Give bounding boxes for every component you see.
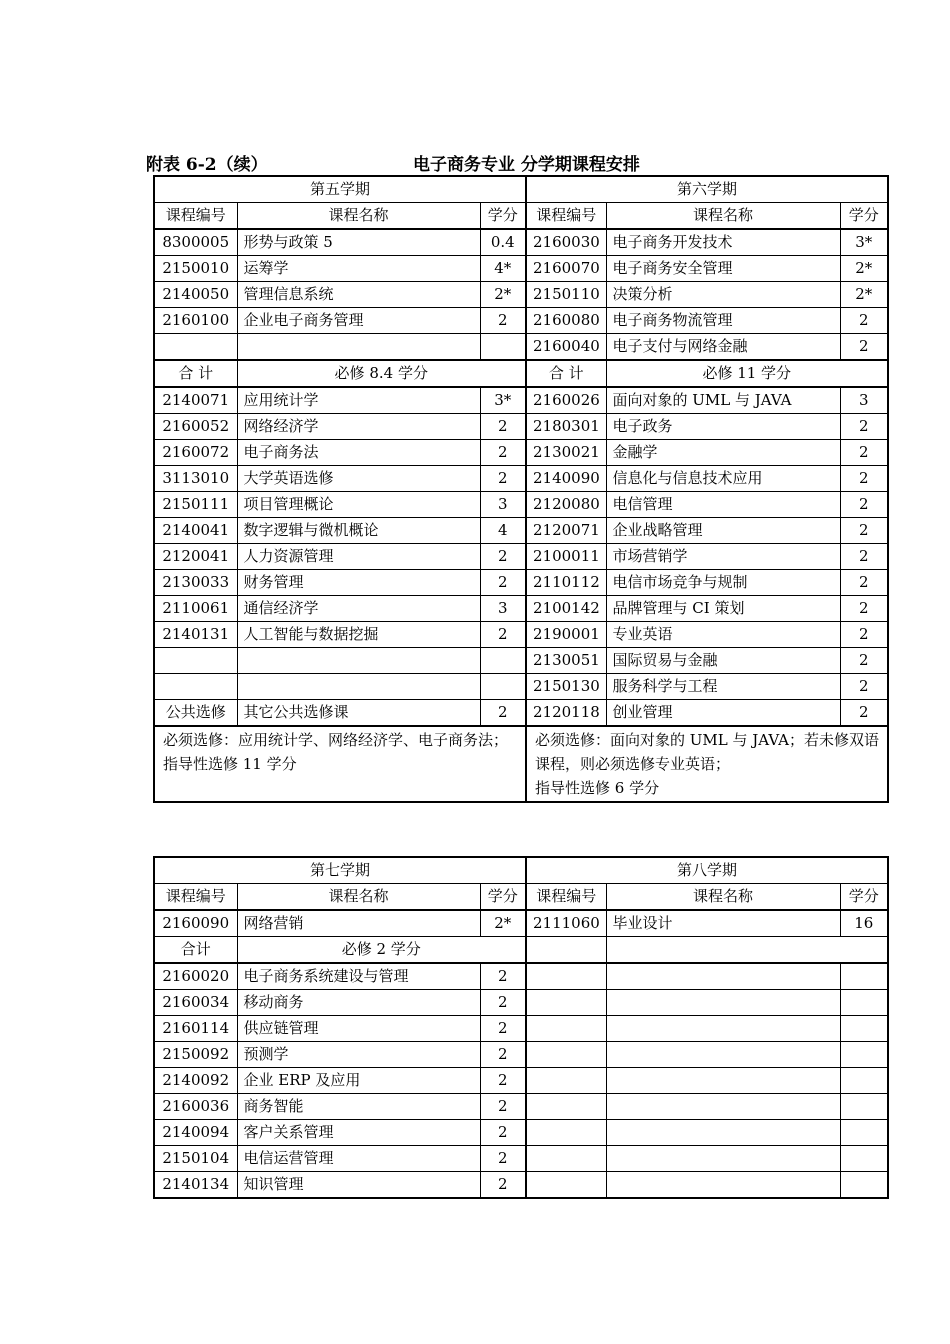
note-required: 必须选修：应用统计学、网络经济学、电子商务法；: [163, 731, 509, 749]
table-row: [154, 282, 888, 308]
course-name: [606, 990, 840, 1016]
course-credit: 2: [480, 466, 526, 492]
course-name: 运筹学: [237, 256, 480, 282]
column-header-name: 课程名称: [237, 884, 480, 911]
course-credit: 2: [840, 440, 888, 466]
course-code: 公共选修: [154, 700, 237, 727]
course-code: 2140041: [154, 518, 237, 544]
course-code: 2110061: [154, 596, 237, 622]
total-row: [154, 360, 888, 387]
course-code: 2150110: [526, 282, 606, 308]
course-credit: 16: [840, 910, 888, 937]
course-credit: 3: [480, 492, 526, 518]
table-row: [154, 674, 888, 700]
table-row: [154, 544, 888, 570]
course-name: 电子商务物流管理: [606, 308, 840, 334]
table-row: [154, 1042, 888, 1068]
column-header-name: 课程名称: [606, 203, 840, 230]
course-name: 网络经济学: [237, 414, 480, 440]
course-code: [526, 1016, 606, 1042]
course-code: 2140050: [154, 282, 237, 308]
table-row: [154, 414, 888, 440]
course-code: 8300005: [154, 229, 237, 256]
course-code: 2150130: [526, 674, 606, 700]
table-row: [154, 910, 888, 937]
appendix-label: 附表 6-2（续）: [146, 155, 268, 175]
course-credit: 2: [480, 1146, 526, 1172]
semester-header: 第六学期: [526, 176, 888, 203]
course-name: 人力资源管理: [237, 544, 480, 570]
course-credit: 2: [840, 334, 888, 361]
course-code: 2160030: [526, 229, 606, 256]
course-code: [526, 990, 606, 1016]
course-credit: 2: [480, 440, 526, 466]
course-credit: 3: [480, 596, 526, 622]
course-credit: 2: [480, 308, 526, 334]
course-code: 2150104: [154, 1146, 237, 1172]
table-row: [154, 1120, 888, 1146]
table-row: [154, 596, 888, 622]
course-code: [154, 648, 237, 674]
course-code: 2150092: [154, 1042, 237, 1068]
course-credit: 2: [840, 622, 888, 648]
semester-header: 第七学期: [154, 857, 526, 884]
course-name: 知识管理: [237, 1172, 480, 1199]
course-name: 电子商务系统建设与管理: [237, 963, 480, 990]
course-code: 2180301: [526, 414, 606, 440]
notes-row: [154, 726, 888, 802]
course-name: 管理信息系统: [237, 282, 480, 308]
course-credit: 2: [840, 492, 888, 518]
semester-5-6-table: [153, 175, 889, 803]
course-name: [606, 1120, 840, 1146]
course-credit: 2: [840, 570, 888, 596]
column-header-code: 课程编号: [526, 884, 606, 911]
table-row: [154, 387, 888, 414]
column-header-name: 课程名称: [237, 203, 480, 230]
course-name: 项目管理概论: [237, 492, 480, 518]
table-row: [154, 648, 888, 674]
course-code: 2160100: [154, 308, 237, 334]
course-code: 2160052: [154, 414, 237, 440]
column-header-credit: 学分: [840, 884, 888, 911]
course-code: 2140134: [154, 1172, 237, 1199]
table-row: [154, 492, 888, 518]
blank-cell: [606, 937, 888, 964]
course-credit: 2: [840, 308, 888, 334]
course-name: 电子商务安全管理: [606, 256, 840, 282]
course-name: [237, 674, 480, 700]
table-row: [154, 1146, 888, 1172]
course-name: 品牌管理与 CI 策划: [606, 596, 840, 622]
course-code: 2160080: [526, 308, 606, 334]
course-code: 2140090: [526, 466, 606, 492]
course-name: 通信经济学: [237, 596, 480, 622]
course-name: 企业电子商务管理: [237, 308, 480, 334]
course-credit: 2*: [840, 282, 888, 308]
course-name: 创业管理: [606, 700, 840, 727]
table-row: [154, 622, 888, 648]
course-credit: 2: [840, 700, 888, 727]
column-header-credit: 学分: [480, 203, 526, 230]
course-name: 金融学: [606, 440, 840, 466]
course-code: 2100011: [526, 544, 606, 570]
course-code: 2130033: [154, 570, 237, 596]
table-row: [154, 1172, 888, 1199]
column-header-credit: 学分: [840, 203, 888, 230]
column-header-code: 课程编号: [154, 884, 237, 911]
course-code: 2140094: [154, 1120, 237, 1146]
course-credit: 3*: [840, 229, 888, 256]
course-name: 电子支付与网络金融: [606, 334, 840, 361]
course-code: 2140131: [154, 622, 237, 648]
course-name: [606, 1146, 840, 1172]
course-credit: [840, 1094, 888, 1120]
course-credit: 2: [840, 466, 888, 492]
course-credit: 4*: [480, 256, 526, 282]
course-credit: 2: [480, 622, 526, 648]
course-name: 国际贸易与金融: [606, 648, 840, 674]
course-code: 2150010: [154, 256, 237, 282]
column-header-name: 课程名称: [606, 884, 840, 911]
course-name: [606, 1172, 840, 1199]
course-code: 2120041: [154, 544, 237, 570]
course-credit: 4: [480, 518, 526, 544]
course-name: [606, 1016, 840, 1042]
course-name: 决策分析: [606, 282, 840, 308]
table-row: [154, 1016, 888, 1042]
course-credit: 2: [480, 990, 526, 1016]
course-code: 3113010: [154, 466, 237, 492]
table-row: [154, 334, 888, 361]
course-code: 2110112: [526, 570, 606, 596]
course-name: [237, 648, 480, 674]
course-name: 应用统计学: [237, 387, 480, 414]
course-credit: 2: [840, 414, 888, 440]
course-name: 其它公共选修课: [237, 700, 480, 727]
table-row: [154, 440, 888, 466]
course-name: 面向对象的 UML 与 JAVA: [606, 387, 840, 414]
table-row: [154, 308, 888, 334]
course-credit: [480, 334, 526, 361]
course-credit: 2: [480, 700, 526, 727]
course-code: 2160040: [526, 334, 606, 361]
course-name: 市场营销学: [606, 544, 840, 570]
course-credit: 2*: [480, 282, 526, 308]
course-name: 网络营销: [237, 910, 480, 937]
course-code: 2160034: [154, 990, 237, 1016]
course-code: [526, 1172, 606, 1199]
table-row: [154, 990, 888, 1016]
course-name: 供应链管理: [237, 1016, 480, 1042]
course-code: 2160020: [154, 963, 237, 990]
course-code: 2120071: [526, 518, 606, 544]
course-name: 数字逻辑与微机概论: [237, 518, 480, 544]
course-credit: 2: [480, 1120, 526, 1146]
course-name: 电子商务开发技术: [606, 229, 840, 256]
note-required: 必须选修：面向对象的 UML 与 JAVA；若未修双语课程，则必须选修专业英语；: [535, 731, 880, 773]
course-name: [237, 334, 480, 361]
total-row: [154, 937, 888, 964]
course-name: [606, 1042, 840, 1068]
course-code: 2100142: [526, 596, 606, 622]
course-credit: 2: [480, 1094, 526, 1120]
total-label: 合 计: [154, 360, 237, 387]
course-name: 形势与政策 5: [237, 229, 480, 256]
course-code: 2130051: [526, 648, 606, 674]
blank-cell: [526, 937, 606, 964]
course-code: 2190001: [526, 622, 606, 648]
table-row: [154, 963, 888, 990]
course-credit: [840, 1146, 888, 1172]
table-row: [154, 1068, 888, 1094]
course-credit: 2: [480, 1068, 526, 1094]
course-name: [606, 1094, 840, 1120]
course-code: 2160036: [154, 1094, 237, 1120]
semester-header: 第八学期: [526, 857, 888, 884]
course-name: 移动商务: [237, 990, 480, 1016]
page-title: 电子商务专业 分学期课程安排: [413, 155, 640, 175]
table-row: [154, 700, 888, 727]
course-credit: [840, 1120, 888, 1146]
column-header-code: 课程编号: [526, 203, 606, 230]
table-row: [154, 570, 888, 596]
course-credit: 2: [480, 1172, 526, 1199]
total-label: 合 计: [526, 360, 606, 387]
course-code: 2140092: [154, 1068, 237, 1094]
course-credit: [840, 1172, 888, 1199]
course-code: 2140071: [154, 387, 237, 414]
course-name: 企业战略管理: [606, 518, 840, 544]
table-row: [154, 229, 888, 256]
course-code: [526, 1068, 606, 1094]
course-code: [526, 1042, 606, 1068]
course-name: 毕业设计: [606, 910, 840, 937]
course-name: 电信管理: [606, 492, 840, 518]
total-label: 合计: [154, 937, 237, 964]
course-name: 电信市场竞争与规制: [606, 570, 840, 596]
course-name: [606, 1068, 840, 1094]
course-code: 2160070: [526, 256, 606, 282]
course-code: [526, 1146, 606, 1172]
semester-7-8-table: [153, 856, 889, 1199]
course-credit: 3*: [480, 387, 526, 414]
course-code: 2130021: [526, 440, 606, 466]
course-credit: [480, 648, 526, 674]
course-credit: [840, 1042, 888, 1068]
column-header-code: 课程编号: [154, 203, 237, 230]
course-credit: 2: [840, 648, 888, 674]
table-row: [154, 466, 888, 492]
course-code: [154, 334, 237, 361]
course-code: [154, 674, 237, 700]
table-row: [154, 256, 888, 282]
course-name: 企业 ERP 及应用: [237, 1068, 480, 1094]
course-credit: [840, 963, 888, 990]
course-credit: 2: [480, 963, 526, 990]
course-code: 2120118: [526, 700, 606, 727]
course-code: 2160114: [154, 1016, 237, 1042]
course-name: 财务管理: [237, 570, 480, 596]
course-code: 2160090: [154, 910, 237, 937]
course-credit: 2*: [480, 910, 526, 937]
elective-note-right: [526, 726, 888, 802]
course-credit: 2: [840, 596, 888, 622]
table-row: [154, 518, 888, 544]
course-credit: [840, 990, 888, 1016]
total-value: 必修 11 学分: [606, 360, 888, 387]
course-credit: 2: [480, 414, 526, 440]
course-name: 专业英语: [606, 622, 840, 648]
course-name: 电子政务: [606, 414, 840, 440]
total-value: 必修 2 学分: [237, 937, 526, 964]
total-value: 必修 8.4 学分: [237, 360, 526, 387]
column-header-credit: 学分: [480, 884, 526, 911]
course-name: 电信运营管理: [237, 1146, 480, 1172]
course-code: 2160072: [154, 440, 237, 466]
elective-note-left: [154, 726, 526, 802]
course-name: 电子商务法: [237, 440, 480, 466]
course-credit: 2: [840, 674, 888, 700]
course-name: 预测学: [237, 1042, 480, 1068]
course-name: 人工智能与数据挖掘: [237, 622, 480, 648]
course-credit: 2: [480, 1042, 526, 1068]
course-name: 商务智能: [237, 1094, 480, 1120]
course-code: 2160026: [526, 387, 606, 414]
semester-header: 第五学期: [154, 176, 526, 203]
note-guided: 指导性选修 11 学分: [163, 755, 297, 773]
course-credit: [840, 1016, 888, 1042]
course-name: 客户关系管理: [237, 1120, 480, 1146]
course-name: 大学英语选修: [237, 466, 480, 492]
course-credit: 0.4: [480, 229, 526, 256]
course-name: 信息化与信息技术应用: [606, 466, 840, 492]
course-code: 2111060: [526, 910, 606, 937]
table-row: [154, 1094, 888, 1120]
course-credit: [840, 1068, 888, 1094]
course-code: [526, 1120, 606, 1146]
course-credit: 3: [840, 387, 888, 414]
course-name: 服务科学与工程: [606, 674, 840, 700]
course-credit: 2: [480, 1016, 526, 1042]
course-name: [606, 963, 840, 990]
course-credit: 2: [480, 570, 526, 596]
note-guided: 指导性选修 6 学分: [535, 779, 660, 797]
course-credit: 2: [840, 518, 888, 544]
course-credit: 2: [480, 544, 526, 570]
course-credit: [480, 674, 526, 700]
course-code: 2150111: [154, 492, 237, 518]
course-credit: 2: [840, 544, 888, 570]
course-credit: 2*: [840, 256, 888, 282]
course-code: 2120080: [526, 492, 606, 518]
course-code: [526, 963, 606, 990]
course-code: [526, 1094, 606, 1120]
